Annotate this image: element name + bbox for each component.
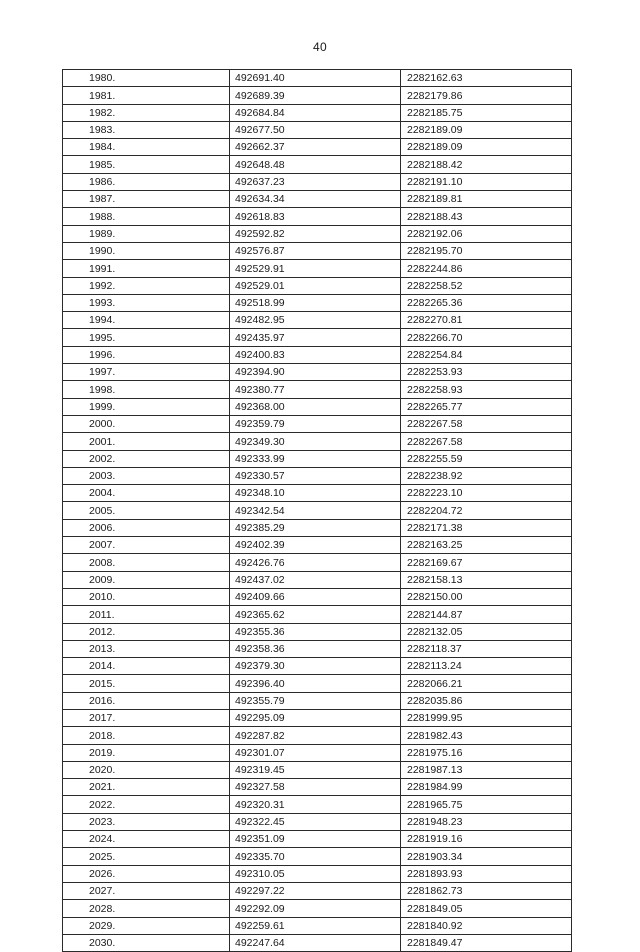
x-coordinate-cell: 492292.09 (230, 900, 401, 917)
y-coordinate-cell: 2281975.16 (401, 744, 572, 761)
y-coordinate-cell: 2282267.58 (401, 415, 572, 432)
table-row (63, 934, 572, 951)
table-row (63, 848, 572, 865)
point-number-cell: 2010. (63, 588, 230, 605)
y-coordinate-cell: 2281849.05 (401, 900, 572, 917)
point-number-cell: 2000. (63, 415, 230, 432)
x-coordinate-cell: 492301.07 (230, 744, 401, 761)
x-coordinate-cell: 492400.83 (230, 346, 401, 363)
table-row (63, 831, 572, 848)
y-coordinate-cell: 2281903.34 (401, 848, 572, 865)
point-number-cell: 2014. (63, 658, 230, 675)
table-row (63, 173, 572, 190)
table-row (63, 415, 572, 432)
x-coordinate-cell: 492322.45 (230, 813, 401, 830)
y-coordinate-cell: 2282189.09 (401, 121, 572, 138)
page-number: 40 (313, 40, 327, 54)
table-row (63, 571, 572, 588)
x-coordinate-cell: 492592.82 (230, 225, 401, 242)
point-number-cell: 2015. (63, 675, 230, 692)
y-coordinate-cell: 2282066.21 (401, 675, 572, 692)
x-coordinate-cell: 492297.22 (230, 882, 401, 899)
x-coordinate-cell: 492287.82 (230, 727, 401, 744)
table-row (63, 260, 572, 277)
x-coordinate-cell: 492518.99 (230, 294, 401, 311)
x-coordinate-cell: 492691.40 (230, 70, 401, 87)
table-row (63, 277, 572, 294)
point-number-cell: 1987. (63, 191, 230, 208)
point-number-cell: 2019. (63, 744, 230, 761)
point-number-cell: 2002. (63, 450, 230, 467)
x-coordinate-cell: 492319.45 (230, 761, 401, 778)
y-coordinate-cell: 2282179.86 (401, 87, 572, 104)
y-coordinate-cell: 2282191.10 (401, 173, 572, 190)
y-coordinate-cell: 2282035.86 (401, 692, 572, 709)
table-row (63, 727, 572, 744)
table-row (63, 225, 572, 242)
point-number-cell: 2021. (63, 779, 230, 796)
point-number-cell: 1990. (63, 242, 230, 259)
y-coordinate-cell: 2282258.52 (401, 277, 572, 294)
y-coordinate-cell: 2282192.06 (401, 225, 572, 242)
x-coordinate-cell: 492634.34 (230, 191, 401, 208)
x-coordinate-cell: 492385.29 (230, 519, 401, 536)
table-row (63, 588, 572, 605)
y-coordinate-cell: 2282189.09 (401, 139, 572, 156)
table-row (63, 761, 572, 778)
point-number-cell: 1995. (63, 329, 230, 346)
y-coordinate-cell: 2282223.10 (401, 485, 572, 502)
table-row (63, 156, 572, 173)
x-coordinate-cell: 492351.09 (230, 831, 401, 848)
point-number-cell: 2030. (63, 934, 230, 951)
table-row (63, 623, 572, 640)
x-coordinate-cell: 492618.83 (230, 208, 401, 225)
table-row (63, 813, 572, 830)
table-row (63, 191, 572, 208)
table-row (63, 346, 572, 363)
point-number-cell: 2017. (63, 709, 230, 726)
point-number-cell: 1983. (63, 121, 230, 138)
x-coordinate-cell: 492349.30 (230, 433, 401, 450)
x-coordinate-cell: 492677.50 (230, 121, 401, 138)
x-coordinate-cell: 492689.39 (230, 87, 401, 104)
table-row (63, 398, 572, 415)
point-number-cell: 2013. (63, 640, 230, 657)
point-number-cell: 1994. (63, 312, 230, 329)
table-row (63, 467, 572, 484)
y-coordinate-cell: 2282162.63 (401, 70, 572, 87)
table-row (63, 779, 572, 796)
x-coordinate-cell: 492426.76 (230, 554, 401, 571)
x-coordinate-cell: 492409.66 (230, 588, 401, 605)
point-number-cell: 2009. (63, 571, 230, 588)
point-number-cell: 1998. (63, 381, 230, 398)
coordinates-table (62, 69, 572, 952)
table-row (63, 796, 572, 813)
y-coordinate-cell: 2282266.70 (401, 329, 572, 346)
point-number-cell: 2022. (63, 796, 230, 813)
point-number-cell: 2020. (63, 761, 230, 778)
point-number-cell: 2005. (63, 502, 230, 519)
point-number-cell: 1997. (63, 364, 230, 381)
table-row (63, 121, 572, 138)
point-number-cell: 2016. (63, 692, 230, 709)
x-coordinate-cell: 492320.31 (230, 796, 401, 813)
table-row (63, 312, 572, 329)
y-coordinate-cell: 2282258.93 (401, 381, 572, 398)
x-coordinate-cell: 492437.02 (230, 571, 401, 588)
y-coordinate-cell: 2282163.25 (401, 537, 572, 554)
point-number-cell: 1993. (63, 294, 230, 311)
table-row (63, 329, 572, 346)
table-row (63, 882, 572, 899)
point-number-cell: 2007. (63, 537, 230, 554)
point-number-cell: 2029. (63, 917, 230, 934)
y-coordinate-cell: 2282144.87 (401, 606, 572, 623)
y-coordinate-cell: 2282270.81 (401, 312, 572, 329)
y-coordinate-cell: 2282113.24 (401, 658, 572, 675)
table-row (63, 450, 572, 467)
table-row (63, 485, 572, 502)
table-row (63, 554, 572, 571)
table-row (63, 87, 572, 104)
point-number-cell: 1991. (63, 260, 230, 277)
point-number-cell: 1980. (63, 70, 230, 87)
point-number-cell: 2026. (63, 865, 230, 882)
table-row (63, 692, 572, 709)
y-coordinate-cell: 2281982.43 (401, 727, 572, 744)
x-coordinate-cell: 492310.05 (230, 865, 401, 882)
y-coordinate-cell: 2281893.93 (401, 865, 572, 882)
x-coordinate-cell: 492335.70 (230, 848, 401, 865)
x-coordinate-cell: 492576.87 (230, 242, 401, 259)
point-number-cell: 1985. (63, 156, 230, 173)
y-coordinate-cell: 2282238.92 (401, 467, 572, 484)
point-number-cell: 1984. (63, 139, 230, 156)
y-coordinate-cell: 2282189.81 (401, 191, 572, 208)
point-number-cell: 1992. (63, 277, 230, 294)
table-row (63, 709, 572, 726)
y-coordinate-cell: 2282195.70 (401, 242, 572, 259)
point-number-cell: 2028. (63, 900, 230, 917)
y-coordinate-cell: 2282267.58 (401, 433, 572, 450)
x-coordinate-cell: 492368.00 (230, 398, 401, 415)
table-row (63, 104, 572, 121)
table-row (63, 364, 572, 381)
y-coordinate-cell: 2281948.23 (401, 813, 572, 830)
y-coordinate-cell: 2281862.73 (401, 882, 572, 899)
x-coordinate-cell: 492529.91 (230, 260, 401, 277)
x-coordinate-cell: 492365.62 (230, 606, 401, 623)
point-number-cell: 2024. (63, 831, 230, 848)
y-coordinate-cell: 2282185.75 (401, 104, 572, 121)
y-coordinate-cell: 2282244.86 (401, 260, 572, 277)
x-coordinate-cell: 492359.79 (230, 415, 401, 432)
x-coordinate-cell: 492355.36 (230, 623, 401, 640)
x-coordinate-cell: 492333.99 (230, 450, 401, 467)
table-row (63, 139, 572, 156)
y-coordinate-cell: 2281840.92 (401, 917, 572, 934)
y-coordinate-cell: 2281965.75 (401, 796, 572, 813)
table-row (63, 208, 572, 225)
x-coordinate-cell: 492648.48 (230, 156, 401, 173)
table-row (63, 675, 572, 692)
y-coordinate-cell: 2282188.42 (401, 156, 572, 173)
y-coordinate-cell: 2281849.47 (401, 934, 572, 951)
point-number-cell: 2006. (63, 519, 230, 536)
x-coordinate-cell: 492662.37 (230, 139, 401, 156)
x-coordinate-cell: 492684.84 (230, 104, 401, 121)
point-number-cell: 1988. (63, 208, 230, 225)
table-row (63, 294, 572, 311)
table-row (63, 433, 572, 450)
table-row (63, 70, 572, 87)
point-number-cell: 2011. (63, 606, 230, 623)
x-coordinate-cell: 492342.54 (230, 502, 401, 519)
x-coordinate-cell: 492330.57 (230, 467, 401, 484)
y-coordinate-cell: 2282169.67 (401, 554, 572, 571)
point-number-cell: 2025. (63, 848, 230, 865)
y-coordinate-cell: 2281984.99 (401, 779, 572, 796)
y-coordinate-cell: 2281919.16 (401, 831, 572, 848)
x-coordinate-cell: 492529.01 (230, 277, 401, 294)
point-number-cell: 2004. (63, 485, 230, 502)
table-row (63, 640, 572, 657)
x-coordinate-cell: 492379.30 (230, 658, 401, 675)
point-number-cell: 2018. (63, 727, 230, 744)
x-coordinate-cell: 492355.79 (230, 692, 401, 709)
x-coordinate-cell: 492402.39 (230, 537, 401, 554)
y-coordinate-cell: 2282254.84 (401, 346, 572, 363)
table-row (63, 744, 572, 761)
y-coordinate-cell: 2282171.38 (401, 519, 572, 536)
point-number-cell: 2023. (63, 813, 230, 830)
table-row (63, 502, 572, 519)
x-coordinate-cell: 492380.77 (230, 381, 401, 398)
y-coordinate-cell: 2282158.13 (401, 571, 572, 588)
y-coordinate-cell: 2282132.05 (401, 623, 572, 640)
point-number-cell: 1986. (63, 173, 230, 190)
y-coordinate-cell: 2282253.93 (401, 364, 572, 381)
x-coordinate-cell: 492396.40 (230, 675, 401, 692)
x-coordinate-cell: 492259.61 (230, 917, 401, 934)
y-coordinate-cell: 2282204.72 (401, 502, 572, 519)
point-number-cell: 1989. (63, 225, 230, 242)
x-coordinate-cell: 492247.64 (230, 934, 401, 951)
table-row (63, 519, 572, 536)
table-row (63, 865, 572, 882)
y-coordinate-cell: 2281999.95 (401, 709, 572, 726)
y-coordinate-cell: 2282188.43 (401, 208, 572, 225)
point-number-cell: 1981. (63, 87, 230, 104)
y-coordinate-cell: 2282265.77 (401, 398, 572, 415)
x-coordinate-cell: 492295.09 (230, 709, 401, 726)
table-row (63, 606, 572, 623)
point-number-cell: 2027. (63, 882, 230, 899)
table-row (63, 658, 572, 675)
point-number-cell: 2003. (63, 467, 230, 484)
point-number-cell: 2001. (63, 433, 230, 450)
y-coordinate-cell: 2282255.59 (401, 450, 572, 467)
point-number-cell: 2008. (63, 554, 230, 571)
x-coordinate-cell: 492482.95 (230, 312, 401, 329)
point-number-cell: 2012. (63, 623, 230, 640)
coordinates-table-body (63, 70, 572, 952)
y-coordinate-cell: 2281987.13 (401, 761, 572, 778)
y-coordinate-cell: 2282118.37 (401, 640, 572, 657)
point-number-cell: 1996. (63, 346, 230, 363)
point-number-cell: 1999. (63, 398, 230, 415)
table-row (63, 537, 572, 554)
x-coordinate-cell: 492435.97 (230, 329, 401, 346)
x-coordinate-cell: 492637.23 (230, 173, 401, 190)
x-coordinate-cell: 492348.10 (230, 485, 401, 502)
x-coordinate-cell: 492327.58 (230, 779, 401, 796)
y-coordinate-cell: 2282265.36 (401, 294, 572, 311)
table-row (63, 917, 572, 934)
table-row (63, 900, 572, 917)
point-number-cell: 1982. (63, 104, 230, 121)
x-coordinate-cell: 492394.90 (230, 364, 401, 381)
table-row (63, 381, 572, 398)
x-coordinate-cell: 492358.36 (230, 640, 401, 657)
y-coordinate-cell: 2282150.00 (401, 588, 572, 605)
table-row (63, 242, 572, 259)
